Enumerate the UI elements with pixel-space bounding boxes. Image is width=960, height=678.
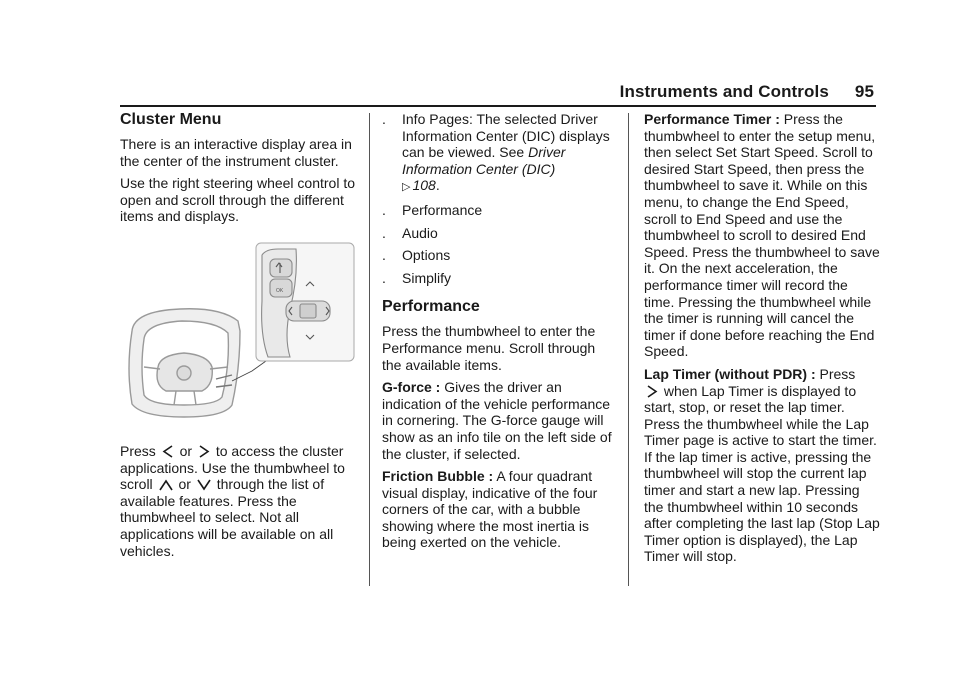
- bullet-marker: .: [382, 247, 386, 264]
- control-paragraph: Use the right steering wheel control to open and scroll through the different items and displays.: [120, 175, 356, 225]
- lap-timer-label: Lap Timer (without PDR) :: [644, 365, 816, 382]
- column-divider-2: [628, 113, 629, 586]
- performance-intro: Press the thumbwheel to enter the Performance menu. Scroll through the available items.: [382, 323, 596, 373]
- friction-text: A four quadrant visual display, indicative of the four corners of the car, with a bubble showing where the most inertia is being exerted on the vehicle.: [382, 468, 598, 551]
- column-divider-1: [369, 113, 370, 586]
- info-pages-text: Info Pages: The selected Driver Information Center (DIC) displays can be viewed. See: [402, 111, 610, 161]
- lap-timer-text: when Lap Timer is displayed to start, stop, or reset the lap timer. Press the thumbwheel while the Lap Timer page is active to start the timer. If the lap timer is active, pressing the thumbwheel will stop the current lap timer and start a new lap. Pressing the thumbwheel within 10 seconds after completing the last lap (Stop Lap Timer option is displayed), the Lap Timer will stop.: [644, 382, 880, 565]
- dic-link[interactable]: Driver Information Center (DIC): [402, 144, 566, 177]
- list-item: . Options: [382, 247, 451, 264]
- ok-button-label: OK: [276, 287, 284, 294]
- column-1: [120, 111, 358, 565]
- page-number: 95: [854, 82, 874, 101]
- dic-page-ref[interactable]: 108: [412, 177, 436, 194]
- performance-timer-label: Performance Timer :: [644, 111, 780, 127]
- gforce-paragraph: [382, 379, 612, 462]
- performance-timer-text: Press the thumbwheel to enter the setup menu, then select Set Start Speed. Scroll to desired Start Speed, then press the thumbwheel to save it. While on this menu, to change the End Speed, scroll to End Speed and use the thumbwheel to scroll to desired End Speed. Press the thumbwheel to save it. On the next acceleration, the performance timer will record the time. Pressing the thumbwheel while the timer is running will cancel the timer if done before reaching the End Speed.: [644, 111, 880, 360]
- lap-timer-paragraph: Lap Timer (without PDR) : Press when Lap Timer is displayed to start, stop, or reset the lap timer. Press the thumbwheel while the Lap Timer page is active to start the timer. If the lap timer is active, pressing the thumbwheel will stop the current lap timer and start a new lap. Pressing the thumbwheel within 10 seconds after completing the last lap (Stop Lap Timer option is displayed), the Lap Timer will stop.: [644, 365, 880, 565]
- steering-wheel-figure: [120, 239, 358, 429]
- performance-heading: Performance: [382, 298, 480, 316]
- bullet-marker: .: [382, 224, 386, 241]
- chevron-right-icon: [198, 445, 210, 458]
- cluster-menu-heading: Cluster Menu: [120, 111, 222, 128]
- friction-label: Friction Bubble :: [382, 468, 494, 485]
- chevron-left-icon: [162, 445, 174, 458]
- list-item: . Performance: [382, 201, 483, 218]
- bullet-marker: .: [382, 201, 386, 218]
- bullet-marker: .: [382, 269, 386, 286]
- gforce-label: G-force :: [382, 379, 441, 396]
- chevron-down-icon: [197, 479, 211, 491]
- list-item: . Info Pages: The selected Driver Information Center (DIC) displays can be viewed. See Driver Information Center (DIC) ▷ 108.: [382, 111, 612, 196]
- list-item: . Audio: [382, 224, 438, 241]
- page-ref-icon: ▷: [402, 181, 411, 194]
- header-rule: [120, 105, 876, 107]
- chevron-up-icon: [159, 479, 173, 491]
- gforce-text: Gives the driver an indication of the vehicle performance in cornering. The G-force gauge will show as an info tile on the left side of the cluster, if selected.: [382, 379, 612, 462]
- performance-timer-paragraph: [644, 111, 880, 360]
- section-title: Instruments and Controls: [619, 82, 829, 101]
- column-2: [382, 111, 612, 557]
- intro-paragraph: There is an interactive display area in the center of the instrument cluster.: [120, 136, 352, 169]
- running-header: [620, 82, 874, 102]
- press-instructions: Press or to access the cluster applications. Use the thumbwheel to scroll or through the list of available features. Press the thumbwheel to select. Not all applications will be available on all vehicles.: [120, 442, 345, 559]
- column-3: [644, 111, 880, 571]
- list-item: . Simplify: [382, 269, 452, 286]
- chevron-right-icon: [646, 385, 658, 398]
- steering-wheel-illustration: [120, 239, 358, 429]
- friction-paragraph: [382, 468, 612, 551]
- bullet-marker: .: [382, 111, 386, 127]
